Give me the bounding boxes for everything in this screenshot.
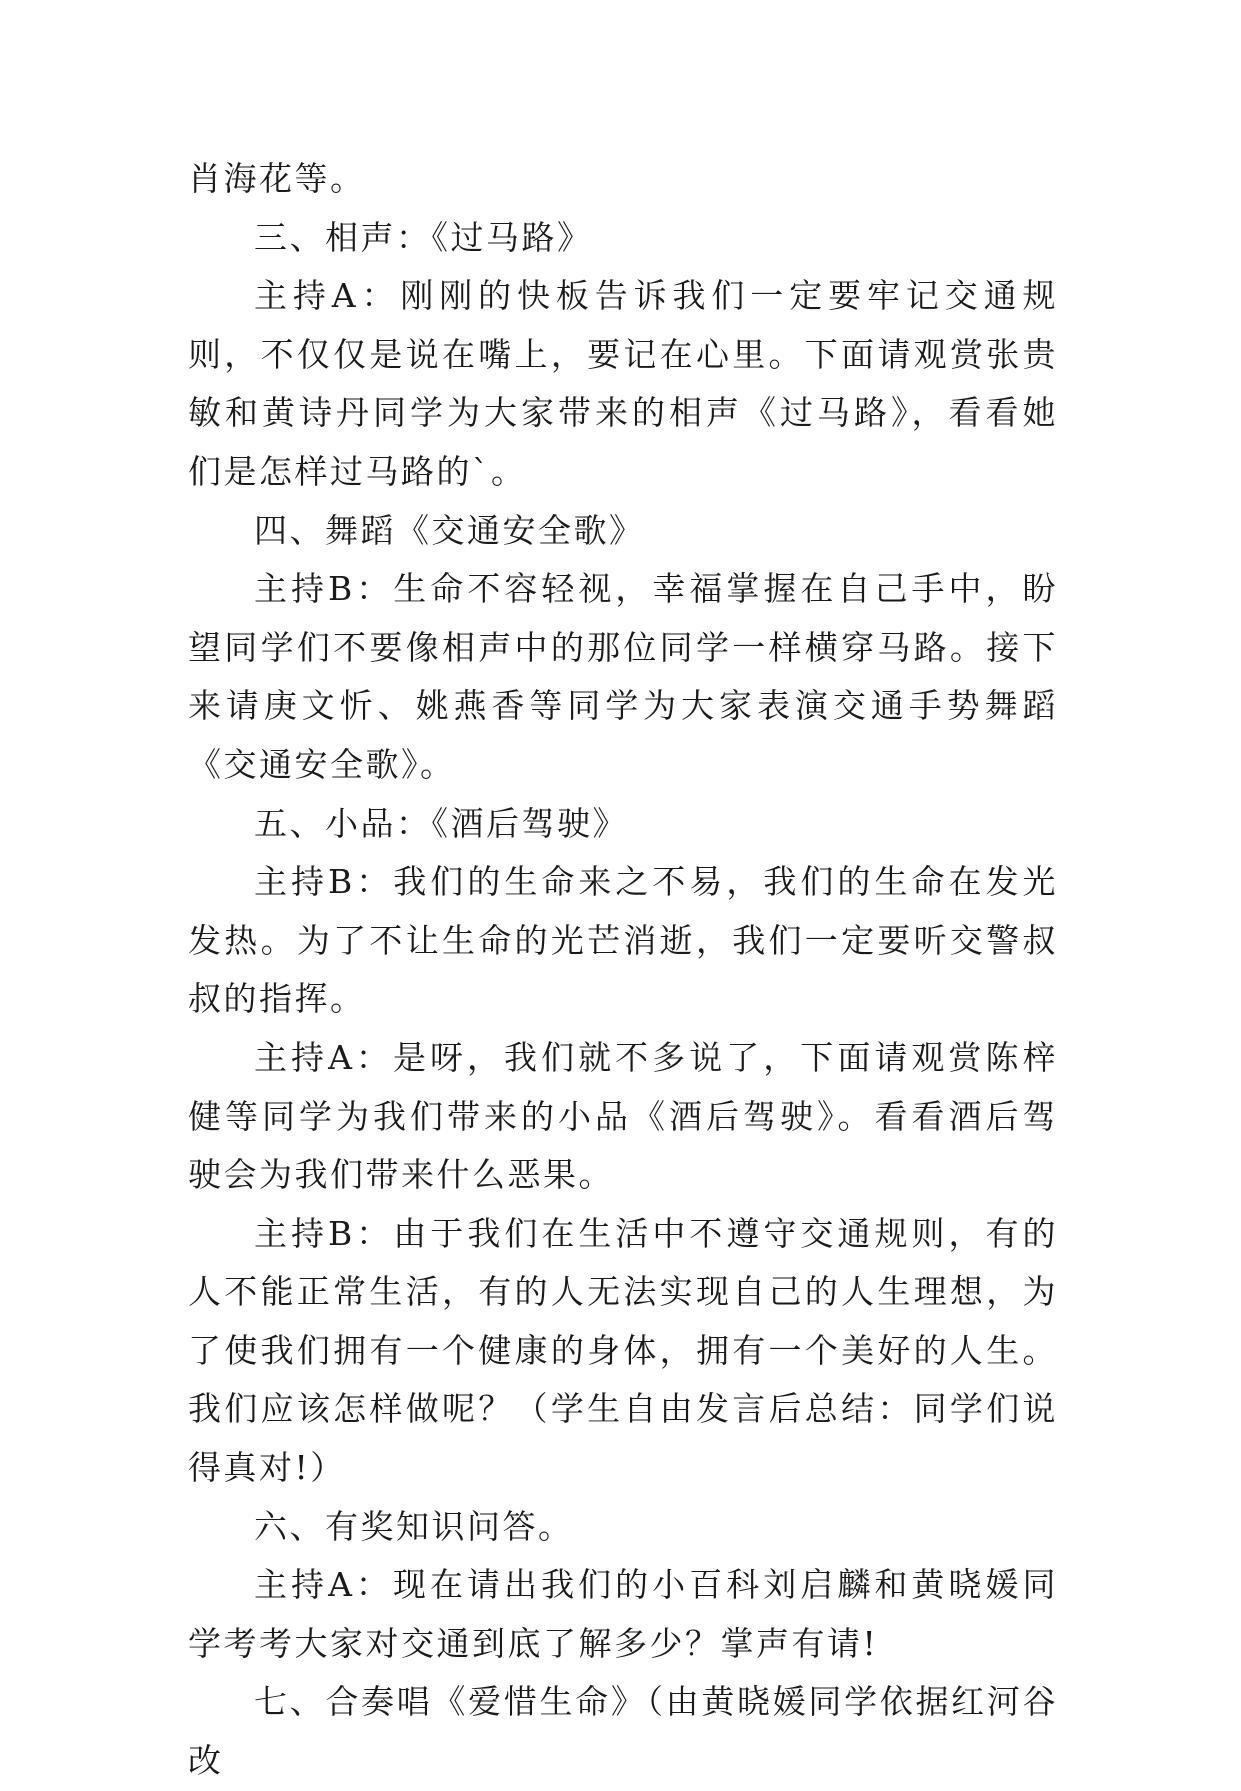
section-heading-crosstalk: 三、相声：《过马路》	[254, 217, 593, 257]
host-b-paragraph-3: 主持B：由于我们在生活中不遵守交通规则，有的人不能正常生活，有的人无法实现自己的人生理想，为了使我们拥有一个健康的身体，拥有一个美好的人生。我们应该怎样做呢？（学生自由发言后总结：同学们说得真对!）	[188, 1213, 1058, 1488]
section-heading-chorus: 七、合奏唱《爱惜生命》（由黄晓媛同学依据红河谷改	[188, 1682, 1058, 1781]
host-b-paragraph-1: 主持B：生命不容轻视，幸福掌握在自己手中，盼望同学们不要像相声中的那位同学一样横穿马路。接下来请庚文忻、姚燕香等同学为大家表演交通手势舞蹈《交通安全歌》。	[188, 569, 1058, 784]
host-a-paragraph-1: 主持A：刚刚的快板告诉我们一定要牢记交通规则，不仅仅是说在嘴上，要记在心里。下面请观赏张贵敏和黄诗丹同学为大家带来的相声《过马路》，看看她们是怎样过马路的`。	[188, 276, 1058, 491]
host-a-paragraph-2: 主持A：是呀，我们就不多说了，下面请观赏陈梓健等同学为我们带来的小品《酒后驾驶》。看看酒后驾驶会为我们带来什么恶果。	[188, 1037, 1058, 1195]
paragraph-continuation: 肖海花等。	[188, 159, 366, 198]
section-heading-dance: 四、舞蹈《交通安全歌》	[254, 510, 645, 550]
host-a-paragraph-3: 主持A：现在请出我们的小百科刘启麟和黄晓媛同学考考大家对交通到底了解多少？掌声有请!	[188, 1565, 1058, 1663]
document-page	[188, 150, 1058, 1791]
section-heading-skit: 五、小品：《酒后驾驶》	[254, 803, 628, 843]
section-heading-quiz: 六、有奖知识问答。	[254, 1506, 574, 1546]
host-b-paragraph-2: 主持B：我们的生命来之不易，我们的生命在发光发热。为了不让生命的光芒消逝，我们一定要听交警叔叔的指挥。	[188, 862, 1058, 1019]
